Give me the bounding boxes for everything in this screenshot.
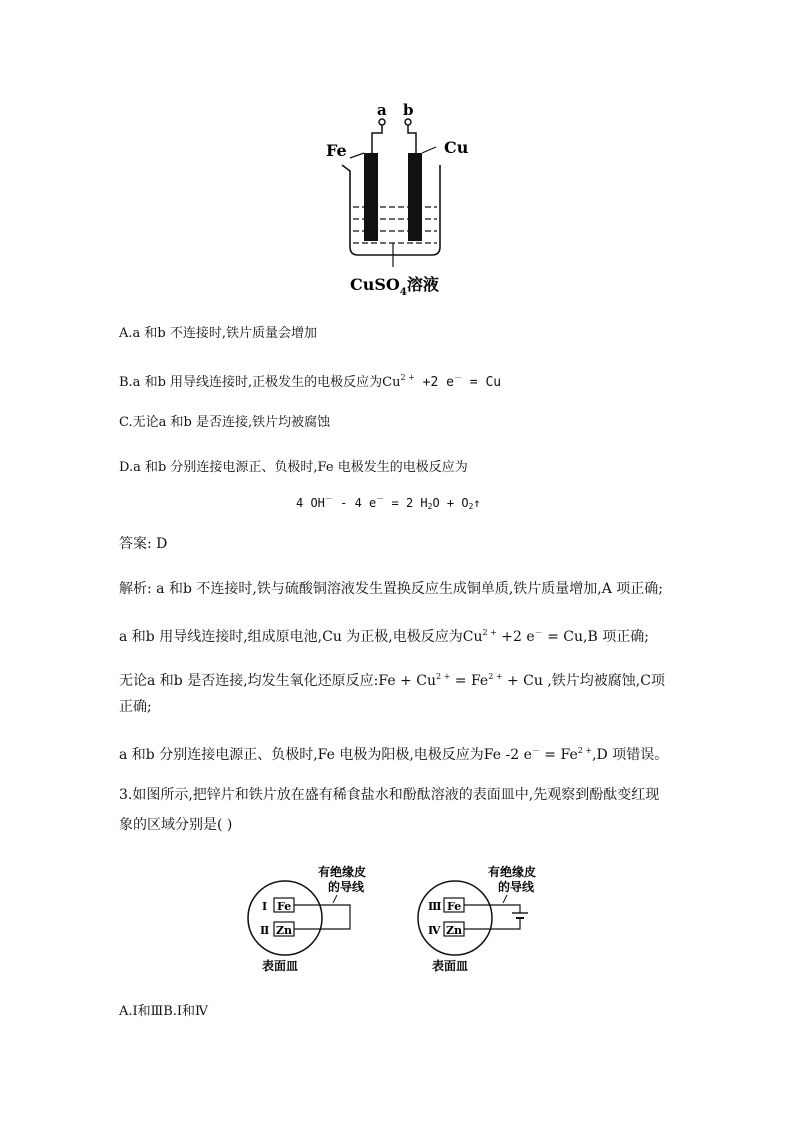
region-label-4: Ⅳ — [428, 924, 441, 937]
fe-label: Fe — [277, 900, 292, 913]
option-b: B.a 和b 用导线连接时,正极发生的电极反应为$Cu^{2 +} +2$ e－ = Cu — [119, 373, 502, 390]
analysis-line-3: 无论a 和b 是否连接,均发生氧化还原反应:Fe + $Cu^{2 +} = Fe^{2 +} + Cu$ ,铁片均被腐蚀,C项 — [119, 672, 665, 689]
wire-label-line-1: 有绝缘皮 — [318, 865, 367, 879]
electrolysis-beaker-figure — [320, 95, 480, 305]
region-label-3: Ⅲ — [428, 900, 442, 913]
wire-label-line-2: 的导线 — [498, 880, 535, 894]
label-a: a — [377, 101, 387, 119]
option-c: C.无论a 和b 是否连接,铁片均被腐蚀 — [119, 415, 331, 430]
dish-label: 表面皿 — [432, 959, 469, 973]
answer: 答案: D — [119, 536, 168, 552]
watch-glass — [418, 881, 492, 955]
region-label-2: Ⅱ — [260, 924, 270, 937]
beaker — [342, 165, 440, 255]
terminal-b — [405, 119, 411, 125]
analysis-line-3-cont: 正确; — [119, 699, 152, 715]
terminal-a — [379, 119, 385, 125]
region-label-1: Ⅰ — [262, 900, 268, 913]
option-d-equation: 4 OH－ - 4 e－ = 2 $H_2O$ + $O_2↑$ — [296, 494, 481, 511]
fe-electrode — [364, 153, 378, 241]
dish-label: 表面皿 — [262, 959, 299, 973]
q3-stem-line-1: 3.如图所示,把锌片和铁片放在盛有稀食盐水和酚酞溶液的表面皿中,先观察到酚酞变红现 — [119, 787, 660, 803]
analysis-line-2: a 和b 用导线连接时,组成原电池,Cu 为正极,电极反应为$Cu^{2 +} +2$ e－ = Cu,B 项正确; — [119, 628, 649, 645]
fe-label: Fe — [447, 900, 462, 913]
zn-label: Zn — [276, 924, 293, 937]
option-d: D.a 和b 分别连接电源正、负极时,Fe 电极发生的电极反应为 — [119, 460, 468, 475]
wire-label-line-2: 的导线 — [328, 880, 365, 894]
watch-glass-figure-left — [240, 860, 380, 975]
watch-glass — [248, 881, 322, 955]
label-cu: Cu — [444, 138, 469, 157]
wire-a — [372, 125, 382, 153]
label-fe: Fe — [326, 141, 347, 160]
option-a: A.a 和b 不连接时,铁片质量会增加 — [119, 326, 317, 341]
label-solution: CuSO$_4$溶液 — [350, 275, 439, 298]
cu-electrode — [408, 153, 422, 241]
wire-b — [408, 125, 416, 153]
analysis-line-1: 解析: a 和b 不连接时,铁与硫酸铜溶液发生置换反应生成铜单质,铁片质量增加,A 项正确; — [119, 581, 664, 597]
label-b: b — [403, 101, 414, 119]
q3-stem-line-2: 象的区域分别是( ) — [119, 817, 233, 833]
zn-label: Zn — [446, 924, 463, 937]
watch-glass-figure-right — [410, 860, 550, 975]
wire-label-line-1: 有绝缘皮 — [488, 865, 537, 879]
analysis-line-4: a 和b 分别连接电源正、负极时,Fe 电极为阳极,电极反应为Fe -2 $e^- = Fe^{2 +},D$ 项错误。 — [119, 746, 669, 763]
q3-options: A.Ⅰ和ⅢB.Ⅰ和Ⅳ — [119, 1004, 209, 1019]
